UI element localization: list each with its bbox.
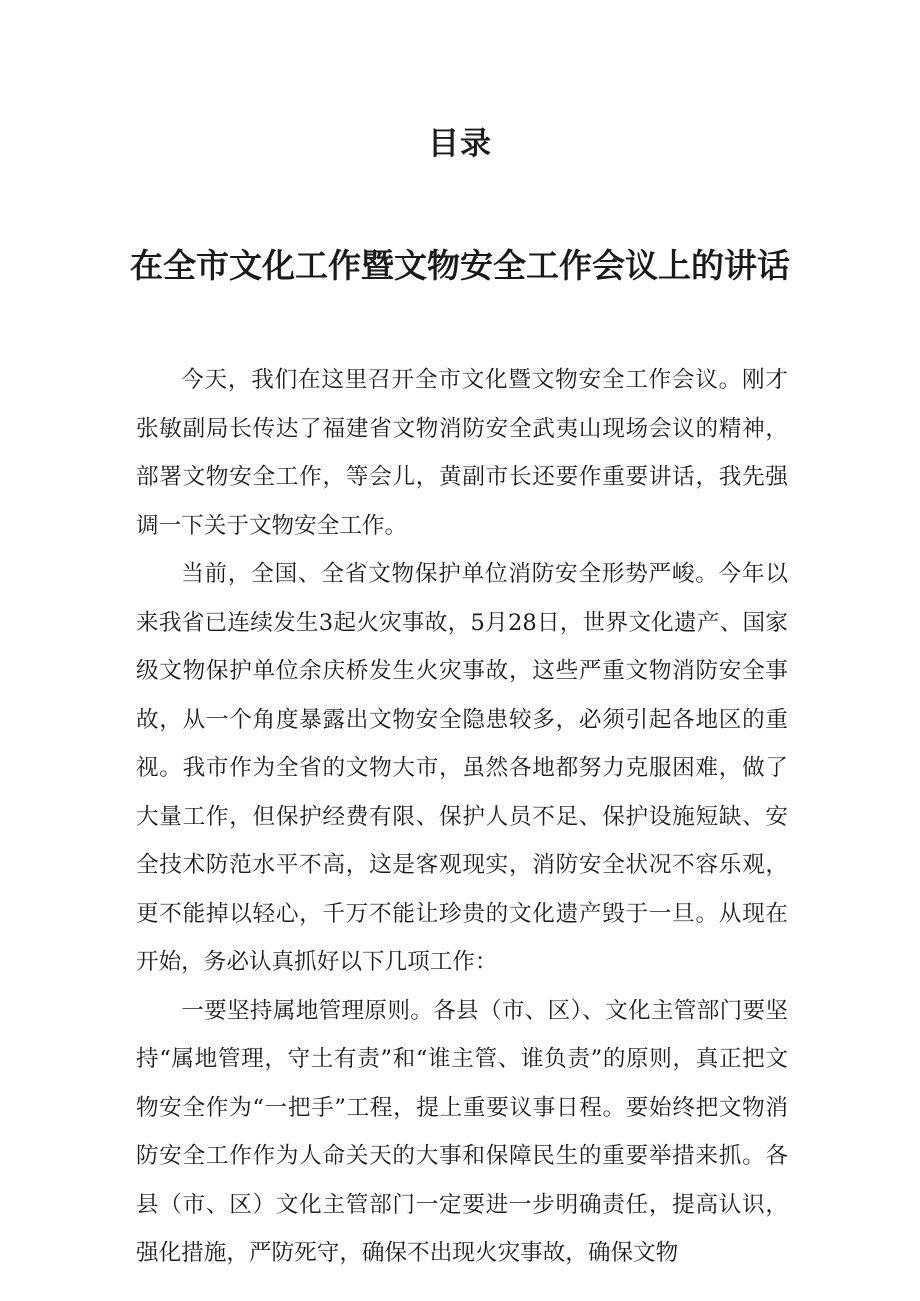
document-title: 在全市文化工作暨文物安全工作会议上的讲话 (130, 246, 790, 285)
paragraph: 今天，我们在这里召开全市文化暨文物安全工作会议。刚才张敏副局长传达了福建省文物消防安全武夷山现场会议的精神，部署文物安全工作，等会儿，黄副市长还要作重要讲话，我先强调一下关于文物安全工作。 (136, 367, 788, 539)
document-body (136, 356, 788, 1278)
paragraph: 当前，全国、全省文物保护单位消防安全形势严峻。今年以来我省已连续发生3起火灾事故，5月28日，世界文化遗产、国家级文物保护单位余庆桥发生火灾事故，这些严重文物消防安全事故，从一个角度暴露出文物安全隐患较多，必须引起各地区的重视。我市作为全省的文物大市，虽然各地都努力克服困难，做了大量工作，但保护经费有限、保护人员不足、保护设施短缺、安全技术防范水平不高，这是客观现实，消防安全状况不容乐观，更不能掉以轻心，千万不能让珍贵的文化遗产毁于一旦。从现在开始，务必认真抓好以下几项工作： (136, 561, 788, 975)
paragraph: 一要坚持属地管理原则。各县（市、区）、文化主管部门要坚持“属地管理，守土有责”和“谁主管、谁负责”的原则，真正把文物安全作为“一把手”工程，提上重要议事日程。要始终把文物消防安全工作作为人命关天的大事和保障民生的重要举措来抓。各县（市、区）文化主管部门一定要进一步明确责任，提高认识，强化措施，严防死守，确保不出现火灾事故，确保文物 (136, 997, 788, 1266)
toc-heading: 目录 (428, 126, 492, 162)
